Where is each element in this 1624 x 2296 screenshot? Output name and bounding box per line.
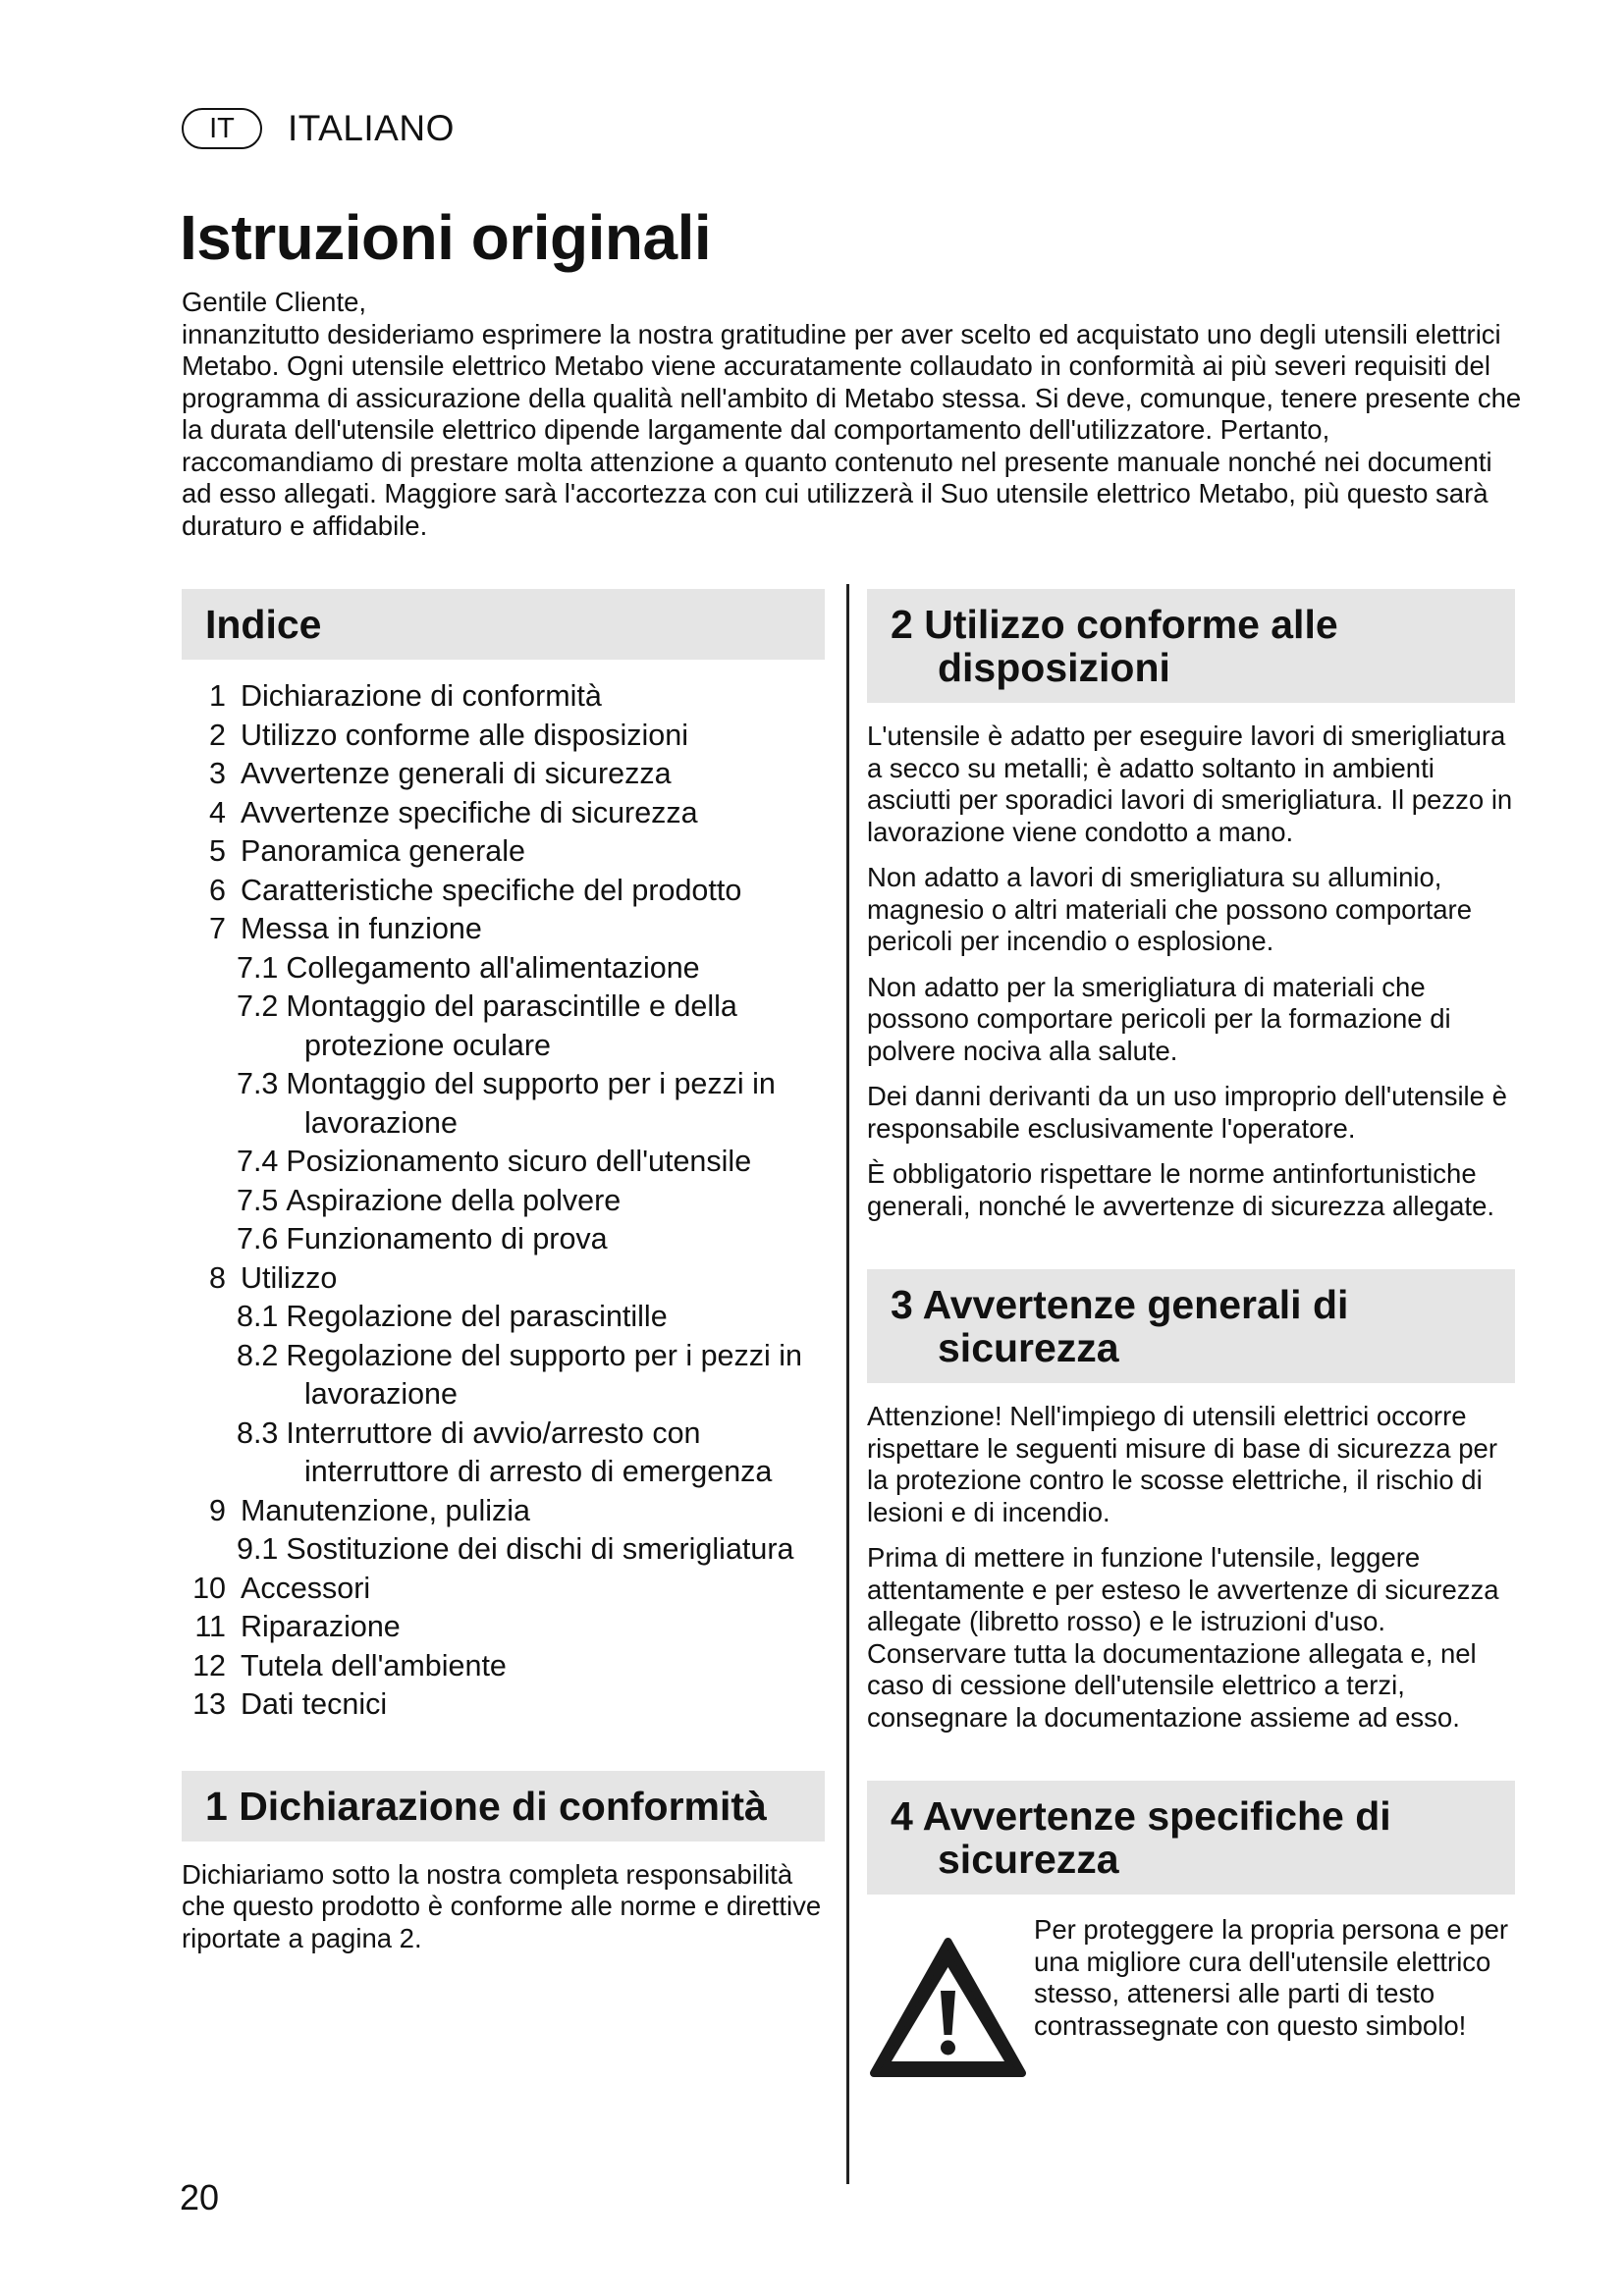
- toc-item: [182, 1608, 825, 1647]
- toc-item-label: Utilizzo: [241, 1260, 338, 1295]
- language-badge: IT: [182, 108, 262, 149]
- right-column: [867, 589, 1515, 2081]
- toc-item: [182, 1530, 825, 1570]
- toc-item-label: Dichiarazione di conformità: [241, 679, 602, 713]
- toc-item: [182, 755, 825, 794]
- toc-item-label: Tutela dell'ambiente: [241, 1648, 507, 1682]
- toc-item: [182, 1647, 825, 1686]
- toc-item-label: Messa in funzione: [241, 912, 482, 945]
- toc-item-label: Posizionamento sicuro dell'utensile: [286, 1145, 752, 1178]
- toc-item-number: 1: [209, 679, 226, 713]
- language-header: [182, 106, 455, 151]
- toc-item-label: Accessori: [241, 1571, 371, 1605]
- toc-item-number: 8: [209, 1260, 226, 1295]
- toc-item-label: Panoramica generale: [241, 834, 525, 868]
- paragraph: L'utensile è adatto per eseguire lavori di smerigliatura a secco su metalli; è adatto soltanto in ambienti asciutti per sporadici lavori di smerigliatura. Il pezzo in lavorazione viene condotto a mano.: [867, 721, 1513, 847]
- toc-item-number: 10: [192, 1571, 226, 1605]
- toc-item-number: 7.4: [237, 1145, 279, 1178]
- toc-item: [182, 1685, 825, 1725]
- toc-item-number: 6: [209, 873, 226, 907]
- toc-item: [182, 832, 825, 872]
- toc-item: [182, 677, 825, 717]
- toc-item: [182, 717, 825, 756]
- section-1: [182, 1771, 825, 1955]
- toc-item-label: Regolazione del parascintille: [286, 1300, 668, 1333]
- toc-item-number: 12: [192, 1648, 226, 1682]
- section-1-body: [182, 1859, 825, 1955]
- toc-item: [182, 1570, 825, 1609]
- toc-item-label: Regolazione del supporto per i pezzi in lavorazione: [286, 1338, 803, 1411]
- document-title: Istruzioni originali: [180, 202, 712, 273]
- toc-item: [182, 794, 825, 833]
- page-number: 20: [180, 2177, 220, 2217]
- toc-item-number: 7.5: [237, 1183, 279, 1217]
- paragraph: Non adatto per la smerigliatura di materiali che possono comportare pericoli per la formazione di polvere nociva alla salute.: [867, 971, 1451, 1066]
- paragraph: Prima di mettere in funzione l'utensile, leggere attentamente e per esteso le avvertenze di sicurezza allegate (libretto rosso) e le istruzioni d'uso. Conservare tutta la documentazione allegata e, nel caso di cessione dell'utensile elettrico a terzi, consegnare la documentazione assieme ad esso.: [867, 1542, 1499, 1733]
- toc-item-number: 2: [209, 718, 226, 752]
- toc-item-label: Aspirazione della polvere: [286, 1183, 622, 1217]
- toc-item-label: Funzionamento di prova: [286, 1222, 608, 1255]
- toc-item-number: 7: [209, 912, 226, 945]
- column-divider: [846, 584, 849, 2184]
- language-name: ITALIANO: [288, 108, 455, 148]
- warning-text: Per proteggere la propria persona e per una migliore cura dell'utensile elettrico stesso, attenersi alle parti di testo contrassegnate con questo simbolo!: [1034, 1914, 1509, 2041]
- section-3: [867, 1269, 1515, 1734]
- section-3-body: [867, 1401, 1515, 1734]
- toc-item: [182, 1415, 825, 1492]
- warning-triangle-icon: [867, 1934, 1029, 2081]
- toc-item-number: 8.2: [237, 1338, 279, 1372]
- toc-item-label: Collegamento all'alimentazione: [286, 950, 700, 985]
- toc-item-label: Utilizzo conforme alle disposizioni: [241, 718, 688, 752]
- intro-greeting: Gentile Cliente,: [182, 287, 367, 317]
- toc-item-label: Caratteristiche specifiche del prodotto: [241, 873, 742, 907]
- section-2: [867, 589, 1515, 1222]
- toc-item-number: 7.3: [237, 1067, 279, 1100]
- warning-block: [867, 1914, 1515, 2081]
- toc-item: [182, 1182, 825, 1221]
- toc-item-number: 9.1: [237, 1532, 279, 1566]
- toc-item-label: Riparazione: [241, 1610, 401, 1643]
- toc-item-label: Avvertenze specifiche di sicurezza: [241, 795, 698, 829]
- toc-item: [182, 949, 825, 988]
- toc-heading: Indice: [182, 589, 825, 660]
- toc-item: [182, 1143, 825, 1182]
- paragraph: È obbligatorio rispettare le norme antinfortunistiche generali, nonché le avvertenze di sicurezza allegate.: [867, 1158, 1494, 1221]
- toc-item-number: 7.2: [237, 989, 279, 1023]
- toc-item-number: 7.6: [237, 1222, 279, 1255]
- toc-item-number: 4: [209, 795, 226, 829]
- toc-item-number: 13: [192, 1687, 226, 1721]
- toc-item: [182, 1337, 825, 1415]
- paragraph: Dei danni derivanti da un uso improprio dell'utensile è responsabile esclusivamente l'operatore.: [867, 1081, 1507, 1144]
- toc-item: [182, 1259, 825, 1299]
- section-1-heading: 1 Dichiarazione di conformità: [182, 1771, 825, 1842]
- section-3-heading: 3 Avvertenze generali di sicurezza: [867, 1269, 1515, 1383]
- toc-item-label: Montaggio del parascintille e della protezione oculare: [286, 989, 737, 1062]
- section-2-body: [867, 721, 1515, 1222]
- paragraph: Non adatto a lavori di smerigliatura su alluminio, magnesio o altri materiali che possono comportare pericoli per incendio o esplosione.: [867, 862, 1472, 956]
- toc-item-label: Interruttore di avvio/arresto con interruttore di arresto di emergenza: [286, 1415, 773, 1488]
- intro-body: innanzitutto desideriamo esprimere la nostra gratitudine per aver scelto ed acquistato uno degli utensili elettrici Metabo. Ogni utensile elettrico Metabo viene accuratamente collaudato in conformità ai più severi requisiti del programma di assicurazione della qualità nell'ambito di Metabo stessa. Si deve, comunque, tenere presente che la durata dell'utensile elettrico dipende largamente dal comportamento dell'utilizzatore. Pertanto, raccomandiamo di prestare molta attenzione a quanto contenuto nel presente manuale nonché nei documenti ad esso allegati. Maggiore sarà l'accortezza con cui utilizzerà il Suo utensile elettrico Metabo, più questo sarà duraturo e affidabile.: [182, 318, 1522, 541]
- paragraph: Attenzione! Nell'impiego di utensili elettrici occorre rispettare le seguenti misure di base di sicurezza per la protezione contro le scosse elettriche, il rischio di lesioni e di incendio.: [867, 1401, 1497, 1527]
- section-2-heading: 2 Utilizzo conforme alle disposizioni: [867, 589, 1515, 703]
- intro-text: [182, 287, 1522, 542]
- toc-item: [182, 1220, 825, 1259]
- table-of-contents: [182, 677, 825, 1725]
- toc-item: [182, 910, 825, 949]
- toc-item: [182, 872, 825, 911]
- toc-item-number: 8.1: [237, 1300, 279, 1333]
- toc-item-label: Dati tecnici: [241, 1687, 388, 1721]
- toc-item: [182, 1065, 825, 1143]
- toc-item: [182, 1492, 825, 1531]
- paragraph: Dichiariamo sotto la nostra completa responsabilità che questo prodotto è conforme alle norme e direttive riportate a pagina 2.: [182, 1858, 822, 1953]
- toc-item-label: Manutenzione, pulizia: [241, 1493, 531, 1527]
- toc-item-number: 9: [209, 1493, 226, 1527]
- toc-item-number: 11: [194, 1610, 226, 1643]
- left-column: [182, 589, 825, 1968]
- toc-item-number: 3: [209, 757, 226, 790]
- toc-item-number: 7.1: [237, 950, 279, 985]
- toc-item-number: 8.3: [237, 1415, 279, 1450]
- section-4-heading: 4 Avvertenze specifiche di sicurezza: [867, 1781, 1515, 1895]
- toc-item-number: 5: [209, 834, 226, 868]
- section-4: [867, 1781, 1515, 2081]
- toc-item-label: Avvertenze generali di sicurezza: [241, 757, 672, 790]
- toc-item: [182, 1298, 825, 1337]
- toc-item-label: Montaggio del supporto per i pezzi in lavorazione: [286, 1067, 776, 1140]
- toc-item: [182, 988, 825, 1065]
- toc-item-label: Sostituzione dei dischi di smerigliatura: [286, 1532, 794, 1566]
